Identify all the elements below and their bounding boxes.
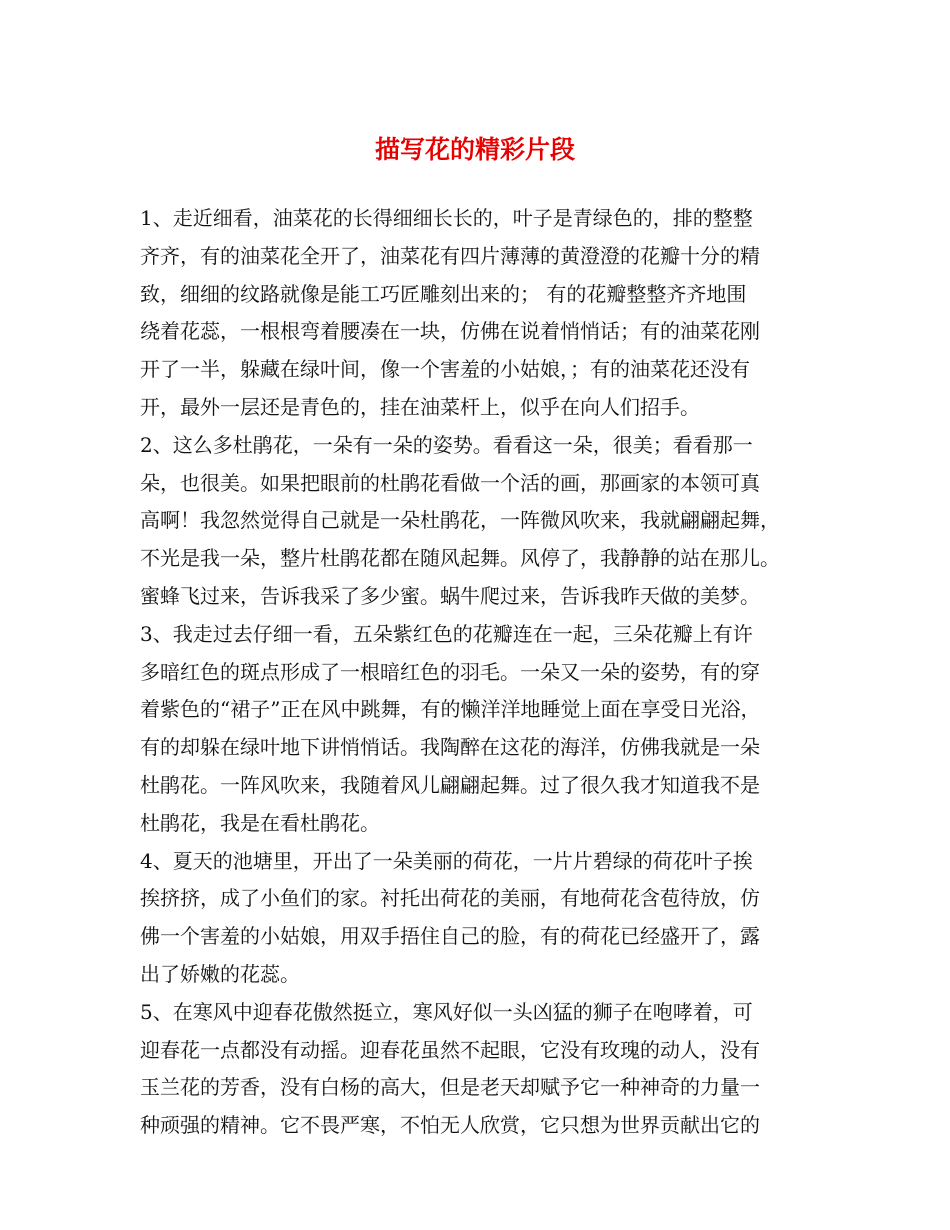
text-line: 着紫色的“裙子”正在风中跳舞，有的懒洋洋地睡觉上面在享受日光浴， xyxy=(140,697,761,722)
document-body xyxy=(140,200,820,1145)
text-line: 蜜蜂飞过来，告诉我采了多少蜜。蜗牛爬过来，告诉我昨天做的美梦。 xyxy=(140,583,760,608)
text-line: 不光是我一朵，整片杜鹃花都在随风起舞。风停了，我静静的站在那儿。 xyxy=(140,546,780,571)
text-line: 杜鹃花，我是在看杜鹃花。 xyxy=(140,810,380,835)
text-line: 多暗红色的斑点形成了一根暗红色的羽毛。一朵又一朵的姿势，有的穿 xyxy=(140,659,760,684)
document-title: 描写花的精彩片段 xyxy=(374,135,575,164)
text-line: 朵，也很美。如果把眼前的杜鹃花看做一个活的画，那画家的本领可真 xyxy=(140,470,760,495)
text-line: 开，最外一层还是青色的，挂在油菜杆上，似乎在向人们招手。 xyxy=(140,394,700,419)
text-line: 3、我走过去仔细一看，五朵紫红色的花瓣连在一起，三朵花瓣上有许 xyxy=(140,621,753,646)
text-line: 开了一半，躲藏在绿叶间，像一个害羞的小姑娘，；有的油菜花还没有 xyxy=(140,357,750,382)
text-line: 玉兰花的芳香，没有白杨的高大，但是老天却赋予它一种神奇的力量一 xyxy=(140,1075,760,1100)
text-line: 佛一个害羞的小姑娘，用双手捂住自己的脸，有的荷花已经盛开了，露 xyxy=(140,924,760,949)
text-line: 2、这么多杜鹃花，一朵有一朵的姿势。看看这一朵，很美；看看那一 xyxy=(140,432,753,457)
text-line: 出了娇嫩的花蕊。 xyxy=(140,961,300,986)
text-line: 迎春花一点都没有动摇。迎春花虽然不起眼，它没有玫瑰的动人，没有 xyxy=(140,1037,760,1062)
text-line: 齐齐，有的油菜花全开了，油菜花有四片薄薄的黄澄澄的花瓣十分的精 xyxy=(140,243,760,268)
text-line: 致，细细的纹路就像是能工巧匠雕刻出来的； 有的花瓣整整齐齐地围 xyxy=(140,281,747,306)
text-line: 种顽强的精神。它不畏严寒，不怕无人欣赏，它只想为世界贡献出它的 xyxy=(140,1113,760,1138)
text-line: 绕着花蕊，一根根弯着腰凑在一块，仿佛在说着悄悄话；有的油菜花刚 xyxy=(140,319,760,344)
text-line: 4、夏天的池塘里，开出了一朵美丽的荷花，一片片碧绿的荷花叶子挨 xyxy=(140,848,753,873)
text-line: 有的却躲在绿叶地下讲悄悄话。我陶醉在这花的海洋，仿佛我就是一朵 xyxy=(140,735,760,760)
text-line: 挨挤挤，成了小鱼们的家。衬托出荷花的美丽，有地荷花含苞待放，仿 xyxy=(140,886,760,911)
text-line: 高啊！我忽然觉得自己就是一朵杜鹃花，一阵微风吹来，我就翩翩起舞， xyxy=(140,508,780,533)
text-line: 杜鹃花。一阵风吹来，我随着风儿翩翩起舞。过了很久我才知道我不是 xyxy=(140,772,760,797)
text-line: 1、走近细看，油菜花的长得细细长长的，叶子是青绿色的，排的整整 xyxy=(140,206,753,230)
text-line: 5、在寒风中迎春花傲然挺立，寒风好似一头凶猛的狮子在咆哮着，可 xyxy=(140,999,753,1024)
